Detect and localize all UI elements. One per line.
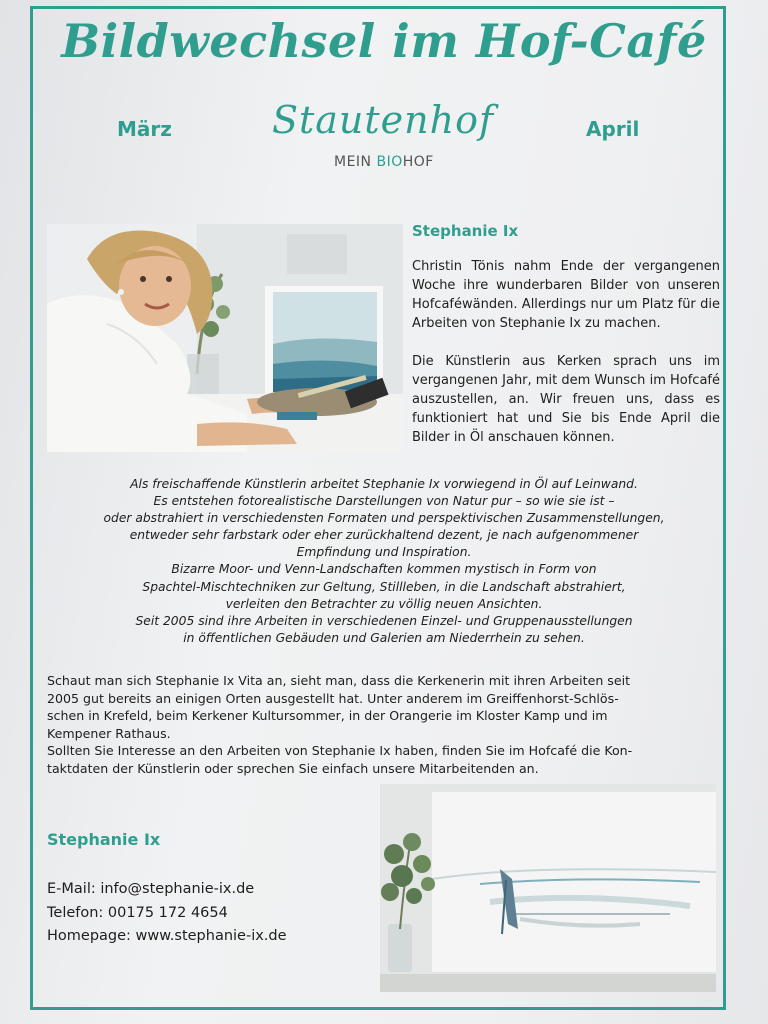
- statement-line: Es entstehen fotorealistische Darstellungen von Natur pur – so wie sie ist –: [153, 494, 615, 509]
- intro-paragraph-2: Die Künstlerin aus Kerken sprach uns im vergangenen Jahr, mit dem Wunsch im Hofcafé auszustellen, an. Wir freuen uns, dass es funktioniert hat und Sie bis Ende April die Bilder in Öl anschauen können.: [412, 354, 720, 445]
- contact-email: E-Mail: info@stephanie-ix.de: [47, 881, 255, 897]
- statement-line: Bizarre Moor- und Venn-Landschaften kommen mystisch in Form von: [171, 562, 597, 577]
- vita-line: 2005 gut bereits an einigen Orten ausgestellt hat. Unter anderem im Greiffenhorst-Schlös-: [47, 690, 619, 706]
- vita-line: Sollten Sie Interesse an den Arbeiten von Stephanie Ix haben, finden Sie im Hofcafé die Kon-: [47, 743, 633, 758]
- statement-line: Empfindung und Inspiration.: [296, 545, 472, 560]
- stautenhof-logo: Stautenhof: [271, 98, 495, 142]
- vita-line: taktdaten der Künstlerin oder sprechen Sie einfach unsere Mitarbeitenden an.: [47, 760, 539, 776]
- contact-phone: Telefon: 00175 172 4654: [47, 904, 228, 921]
- vita-line: schen in Krefeld, beim Kerkener Kultursommer, in der Orangerie im Kloster Kamp und im: [47, 708, 608, 723]
- vita-line: Kempener Rathaus.: [47, 725, 171, 741]
- artist-statement: [48, 476, 720, 647]
- poster-title: Bildwechsel im Hof-Café: [61, 14, 707, 68]
- artist-portrait-photo: [47, 224, 403, 452]
- statement-line: Als freischaffende Künstlerin arbeitet Stephanie Ix vorwiegend in Öl auf Leinwand.: [130, 477, 638, 491]
- statement-line: entweder sehr farbstark oder eher zurückhaltend dezent, je nach aufgenommener: [129, 528, 639, 543]
- logo-tagline-accent: BIO: [376, 154, 403, 170]
- statement-line: in öffentlichen Gebäuden und Galerien am Niederrhein zu sehen.: [183, 630, 585, 645]
- statement-line: Spachtel-Mischtechniken zur Geltung, Stillleben, in die Landschaft abstrahiert,: [142, 579, 626, 594]
- logo-tagline-prefix: MEIN: [334, 154, 377, 170]
- contact-homepage: Homepage: www.stephanie-ix.de: [47, 928, 287, 944]
- vita-line: Schaut man sich Stephanie Ix Vita an, sieht man, dass die Kerkenerin mit ihren Arbeiten seit: [47, 673, 631, 688]
- contact-heading: Stephanie Ix: [47, 830, 161, 849]
- intro-text: [412, 257, 720, 466]
- contact-block: [47, 878, 287, 949]
- vita-text: [47, 672, 719, 777]
- painting-photo: [380, 784, 716, 992]
- article-heading: Stephanie Ix: [412, 222, 519, 240]
- month-start: März: [117, 117, 172, 141]
- month-end: April: [586, 117, 640, 141]
- logo-tagline: [334, 154, 434, 170]
- logo-tagline-suffix: HOF: [402, 154, 434, 170]
- statement-line: Seit 2005 sind ihre Arbeiten in verschiedenen Einzel- und Gruppenausstellungen: [135, 613, 633, 628]
- intro-paragraph-1: Christin Tönis nahm Ende der vergangenen Woche ihre wunderbaren Bilder von unseren Hofcaféwänden. Allerdings nur um Platz für die Arbeiten von Stephanie Ix zu machen.: [412, 259, 720, 331]
- statement-line: oder abstrahiert in verschiedensten Formaten und perspektivischen Zusammenstellungen,: [103, 511, 665, 526]
- statement-line: verleiten den Betrachter zu völlig neuen Ansichten.: [225, 596, 543, 611]
